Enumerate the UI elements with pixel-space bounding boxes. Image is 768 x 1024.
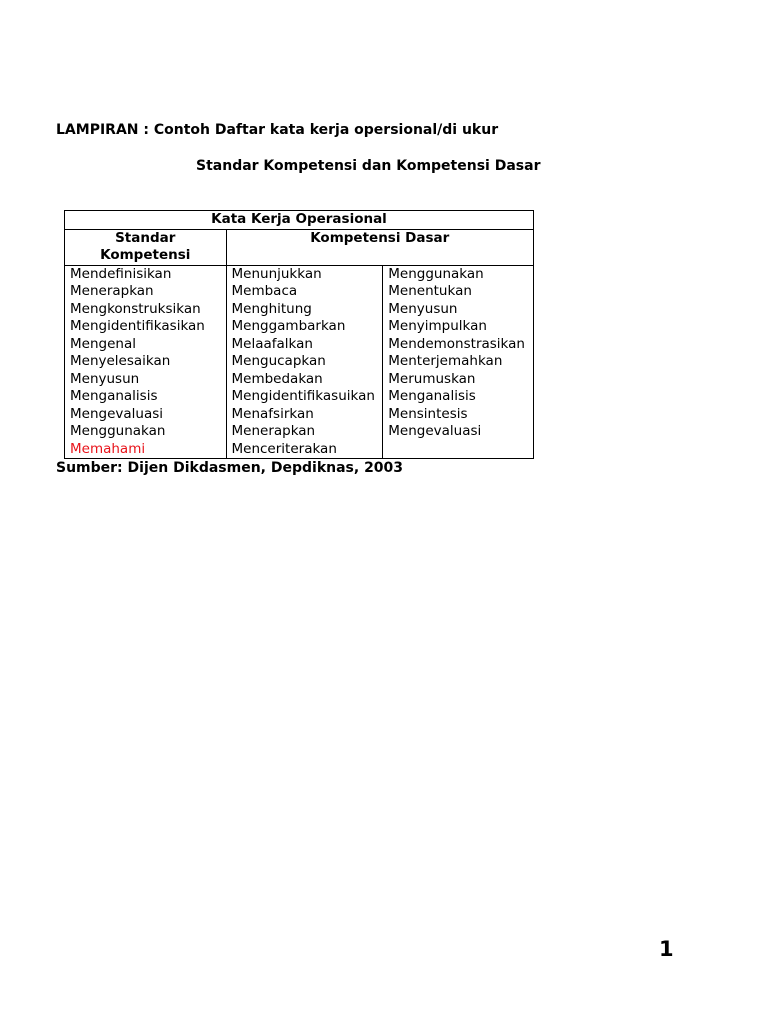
header-kompetensi-dasar: Kompetensi Dasar [226,229,534,265]
list-item: Mensintesis [388,405,468,422]
list-item: Menyusun [388,300,458,317]
list-item-highlighted: Memahami [70,440,146,457]
header-standar-kompetensi: Standar Kompetensi [65,229,227,265]
source-citation: Sumber: Dijen Dikdasmen, Depdiknas, 2003 [56,460,404,476]
list-item: Mengkonstruksikan [70,300,201,317]
list-item: Mengidentifikasuikan [231,388,375,404]
list-item: Menyusun [70,370,140,387]
list-item: Menerapkan [231,423,316,439]
table-body-row [65,265,534,459]
list-item: Menerapkan [70,283,154,299]
list-item: Mengucapkan [231,353,326,369]
standar-kompetensi-list [65,265,227,459]
document-heading: LAMPIRAN : Contoh Daftar kata kerja opersional/di ukur [56,122,499,138]
list-item: Menyelesaikan [70,353,171,369]
list-item: Melaafalkan [231,335,313,352]
list-item: Mendefinisikan [70,265,172,282]
list-item: Menganalisis [70,388,158,404]
document-subheading: Standar Kompetensi dan Kompetensi Dasar [196,158,541,174]
list-item: Menterjemahkan [388,353,503,369]
list-item: Menggunakan [70,423,166,439]
list-item: Menunjukkan [231,265,322,282]
table-title-row [65,211,534,230]
page-number: 1 [659,937,674,961]
list-item: Mengidentifikasikan [70,318,205,334]
table-title: Kata Kerja Operasional [65,211,534,230]
list-item: Membaca [231,283,298,299]
list-item: Menyimpulkan [388,318,487,334]
list-item: Mengevaluasi [70,405,164,422]
list-item: Menentukan [388,283,472,299]
kompetensi-dasar-list-2 [383,265,534,459]
list-item: Menggunakan [388,265,484,282]
kompetensi-dasar-list-1 [226,265,383,459]
list-item: Mendemonstrasikan [388,335,525,352]
list-item: Menghitung [231,300,312,317]
table-header-row [65,229,534,265]
list-item: Merumuskan [388,370,476,387]
list-item: Menafsirkan [231,405,314,422]
list-item: Mengenal [70,335,136,352]
list-item: Membedakan [231,370,323,387]
list-item: Menceriterakan [231,440,337,457]
list-item: Menggambarkan [231,318,346,334]
list-item: Menganalisis [388,388,476,404]
verb-table [64,210,534,459]
list-item: Mengevaluasi [388,423,482,439]
